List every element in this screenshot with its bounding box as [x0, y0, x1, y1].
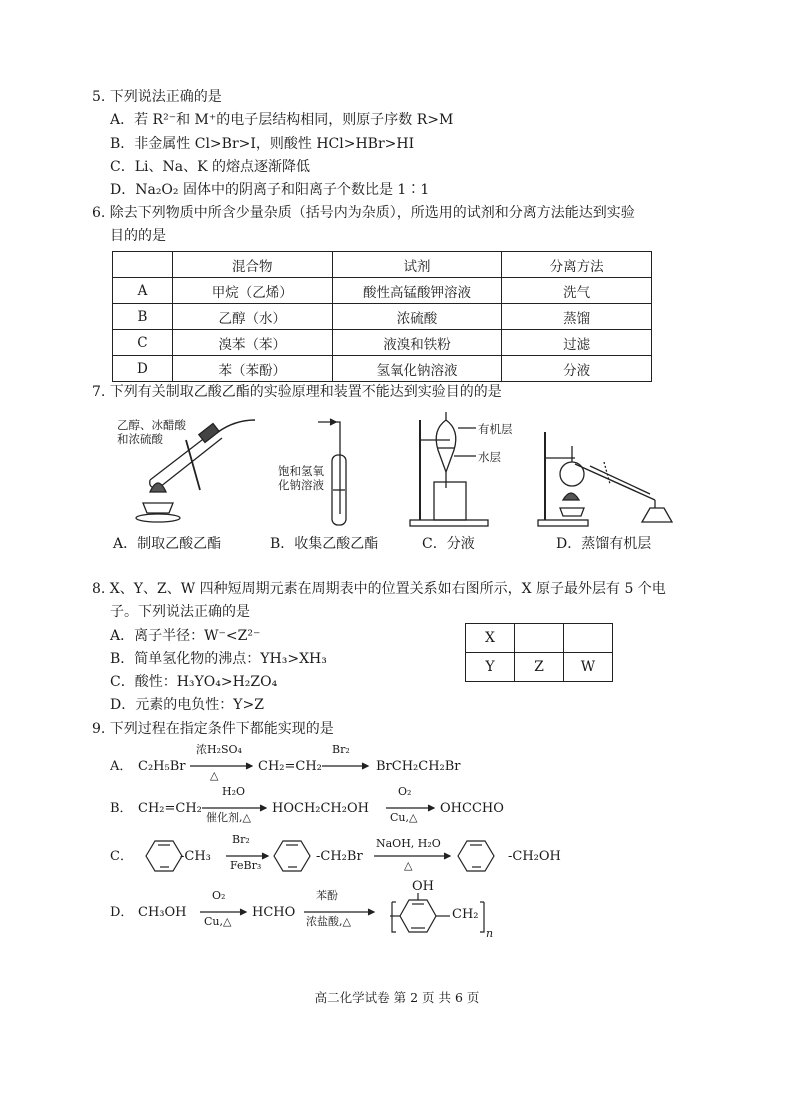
- q9b-condition-1-top: H₂O: [222, 785, 246, 798]
- q9a-condition-1-bottom: △: [210, 769, 219, 782]
- q6-stem-line2: 目的的是: [110, 228, 166, 244]
- q8-option-c: C．酸性：H₃YO₄>H₂ZO₄: [110, 674, 278, 690]
- q9d-ch2-group: CH₂: [452, 907, 479, 922]
- q9c-condition-1-bottom: FeBr₃: [230, 859, 262, 872]
- q5-option-b: B．非金属性 Cl>Br>I，则酸性 HCl>HBr>HI: [110, 136, 415, 152]
- q9c-benzene-ring-3-icon: [458, 841, 494, 871]
- q9a-intermediate: CH₂=CH₂: [258, 759, 322, 774]
- table-cell: 液溴和铁粉: [332, 330, 502, 356]
- q8-option-a: A．离子半径：W⁻<Z²⁻: [110, 628, 261, 644]
- table-cell: B: [113, 304, 173, 330]
- q9a-condition-1-top: 浓H₂SO₄: [196, 743, 242, 756]
- table-cell: 分液: [502, 356, 652, 382]
- q9c-condition-2-bottom: △: [404, 859, 413, 872]
- table-cell: 甲烷（乙烯）: [172, 278, 332, 304]
- q9c-substituent-3: -CH₂OH: [508, 849, 561, 864]
- q8-option-d: D．元素的电负性：Y>Z: [110, 697, 264, 713]
- label-reagents: 乙醇、冰醋酸和浓硫酸: [117, 418, 186, 447]
- q9d-phenol-resin-icon: [390, 893, 484, 932]
- table-cell: 浓硫酸: [332, 304, 502, 330]
- q9c-substituent-2: -CH₂Br: [316, 849, 363, 864]
- q9d-condition-1-bottom: Cu,△: [204, 915, 232, 928]
- q9b-intermediate: HOCH₂CH₂OH: [272, 801, 369, 816]
- q9d-condition-2-top: 苯酚: [316, 889, 338, 902]
- table-header: 混合物: [172, 252, 332, 278]
- table-cell: A: [113, 278, 173, 304]
- q9d-intermediate: HCHO: [252, 905, 296, 920]
- q9c-label: C．: [110, 849, 133, 864]
- table-cell: 苯（苯酚）: [172, 356, 332, 382]
- q5-option-c: C．Li、Na、K 的熔点逐渐降低: [110, 159, 310, 175]
- q7-caption-b: B．收集乙酸乙酯: [270, 536, 379, 552]
- grid-cell: W: [564, 653, 613, 682]
- q9d-oh-group: OH: [412, 879, 434, 894]
- grid-cell: Z: [515, 653, 564, 682]
- grid-cell: X: [466, 624, 515, 653]
- table-cell: 蒸馏: [502, 304, 652, 330]
- label-water-layer: 水层: [478, 450, 501, 464]
- q9a-condition-2-top: Br₂: [332, 743, 350, 756]
- table-cell: 氢氧化钠溶液: [332, 356, 502, 382]
- q9b-label: B．: [110, 801, 133, 816]
- q9b-condition-1-bottom: 催化剂,△: [206, 811, 251, 824]
- label-organic-layer: 有机层: [478, 422, 513, 436]
- table-cell: 洗气: [502, 278, 652, 304]
- q5-option-d: D．Na₂O₂ 固体中的阴离子和阳离子个数比是 1∶1: [110, 182, 430, 198]
- q9d-condition-1-top: O₂: [212, 889, 226, 902]
- q9b-product: OHCCHO: [440, 801, 504, 816]
- grid-cell: Y: [466, 653, 515, 682]
- table-header: 分离方法: [502, 252, 652, 278]
- q9b-condition-2-top: O₂: [398, 785, 412, 798]
- q9a-product: BrCH₂CH₂Br: [376, 759, 461, 774]
- q9b-reactant: CH₂=CH₂: [138, 801, 202, 816]
- page-footer: 高二化学试卷 第 2 页 共 6 页: [314, 990, 480, 1005]
- table-cell: 乙醇（水）: [172, 304, 332, 330]
- table-cell: C: [113, 330, 173, 356]
- q5-option-a: A．若 R²⁻和 M⁺的电子层结构相同，则原子序数 R>M: [110, 112, 454, 128]
- q9d-condition-2-bottom: 浓盐酸,△: [306, 915, 351, 928]
- q9d-label: D．: [110, 905, 134, 920]
- q9d-reactant: CH₃OH: [138, 905, 187, 920]
- q7-caption-a: A．制取乙酸乙酯: [113, 536, 222, 552]
- q8-stem-line2: 子。下列说法正确的是: [110, 604, 250, 620]
- q9a-reactant: C₂H₅Br: [138, 759, 186, 774]
- table-cell: 酸性高锰酸钾溶液: [332, 278, 502, 304]
- q9-stem: 9. 下列过程在指定条件下都能实现的是: [92, 721, 334, 737]
- table-header: 试剂: [332, 252, 502, 278]
- q9b-condition-2-bottom: Cu,△: [390, 811, 418, 824]
- q9c-substituent-1: -CH₃: [180, 849, 211, 864]
- q7-caption-c: C．分液: [422, 536, 475, 552]
- q5-stem: 5. 下列说法正确的是: [92, 89, 222, 105]
- table-cell: 过滤: [502, 330, 652, 356]
- q9c-benzene-ring-1-icon: [146, 841, 182, 871]
- table-cell: D: [113, 356, 173, 382]
- q9c-benzene-ring-2-icon: [274, 841, 310, 871]
- q6-stem-line1: 6. 除去下列物质中所含少量杂质（括号内为杂质），所选用的试剂和分离方法能达到实验: [92, 205, 635, 221]
- q9c-condition-2-top: NaOH, H₂O: [376, 837, 441, 850]
- q9c-condition-1-top: Br₂: [232, 833, 250, 846]
- q9a-label: A．: [110, 759, 133, 774]
- q8-stem-line1: 8. X、Y、Z、W 四种短周期元素在周期表中的位置关系如右图所示，X 原子最外层有 5 个电: [92, 581, 666, 597]
- q7-caption-d: D．蒸馏有机层: [556, 536, 652, 552]
- q7-stem: 7. 下列有关制取乙酸乙酯的实验原理和装置不能达到实验目的的是: [92, 384, 502, 400]
- q8-option-b: B．简单氢化物的沸点：YH₃>XH₃: [110, 651, 327, 667]
- label-saturated-solution: 饱和氢氧化钠溶液: [278, 464, 324, 493]
- q9d-subscript-n: n: [486, 927, 494, 940]
- table-cell: 溴苯（苯）: [172, 330, 332, 356]
